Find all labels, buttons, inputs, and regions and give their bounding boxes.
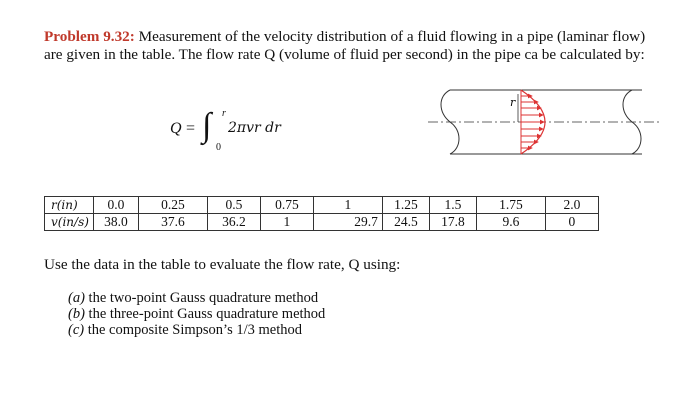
problem-title: Problem 9.32: (44, 28, 135, 45)
question-prompt: Use the data in the table to evaluate the flow rate, Q using: (44, 256, 401, 273)
methods-list (68, 290, 325, 338)
table-cell: 1.25 (382, 197, 429, 214)
flow-rate-formula (170, 108, 310, 158)
table-cell: 0.5 (207, 197, 260, 214)
table-cell: 0.75 (260, 197, 313, 214)
table-cell: 1.5 (429, 197, 476, 214)
table-cell: 24.5 (382, 214, 429, 231)
item-text: the three-point Gauss quadrature method (88, 306, 326, 322)
item-text: the two-point Gauss quadrature method (88, 290, 319, 306)
item-tag: (c) (68, 322, 85, 338)
table-cell: 36.2 (207, 214, 260, 231)
list-item (68, 306, 325, 322)
table-cell: 2.0 (545, 197, 598, 214)
table-cell: 17.8 (429, 214, 476, 231)
item-text: the composite Simpson’s 1/3 method (87, 322, 302, 338)
item-tag: (b) (68, 306, 85, 322)
table-cell: 0.25 (138, 197, 207, 214)
table-row-v (45, 214, 599, 231)
radius-label: r (510, 96, 516, 109)
row-label-v: v(in/s) (45, 214, 94, 231)
integral-sign: ∫ (202, 107, 212, 144)
problem-statement (44, 28, 664, 64)
integral-upper-limit: r (222, 108, 226, 119)
list-item (68, 322, 325, 338)
problem-text: Measurement of the velocity distribution of a fluid flowing in a pipe (laminar flow) are given in the table. The flow rate Q (volume of fluid per second) in the pipe ca be calculated by: (44, 28, 646, 63)
item-tag: (a) (68, 290, 85, 306)
table-cell: 0.0 (93, 197, 138, 214)
row-label-r: r(in) (45, 197, 94, 214)
formula-equals: = (186, 120, 196, 137)
table-cell: 9.6 (476, 214, 545, 231)
table-cell: 1 (313, 197, 382, 214)
list-item (68, 290, 325, 306)
table-cell: 38.0 (93, 214, 138, 231)
table-cell: 1 (260, 214, 313, 231)
pipe-velocity-diagram (424, 82, 664, 166)
integral-lower-limit: 0 (216, 142, 221, 153)
formula-lhs: Q (170, 120, 182, 137)
velocity-table (44, 196, 599, 231)
table-cell: 0 (545, 214, 598, 231)
table-cell: 29.7 (313, 214, 382, 231)
table-row-r (45, 197, 599, 214)
table-cell: 1.75 (476, 197, 545, 214)
integrand: 2πvr dr (228, 120, 281, 136)
table-cell: 37.6 (138, 214, 207, 231)
